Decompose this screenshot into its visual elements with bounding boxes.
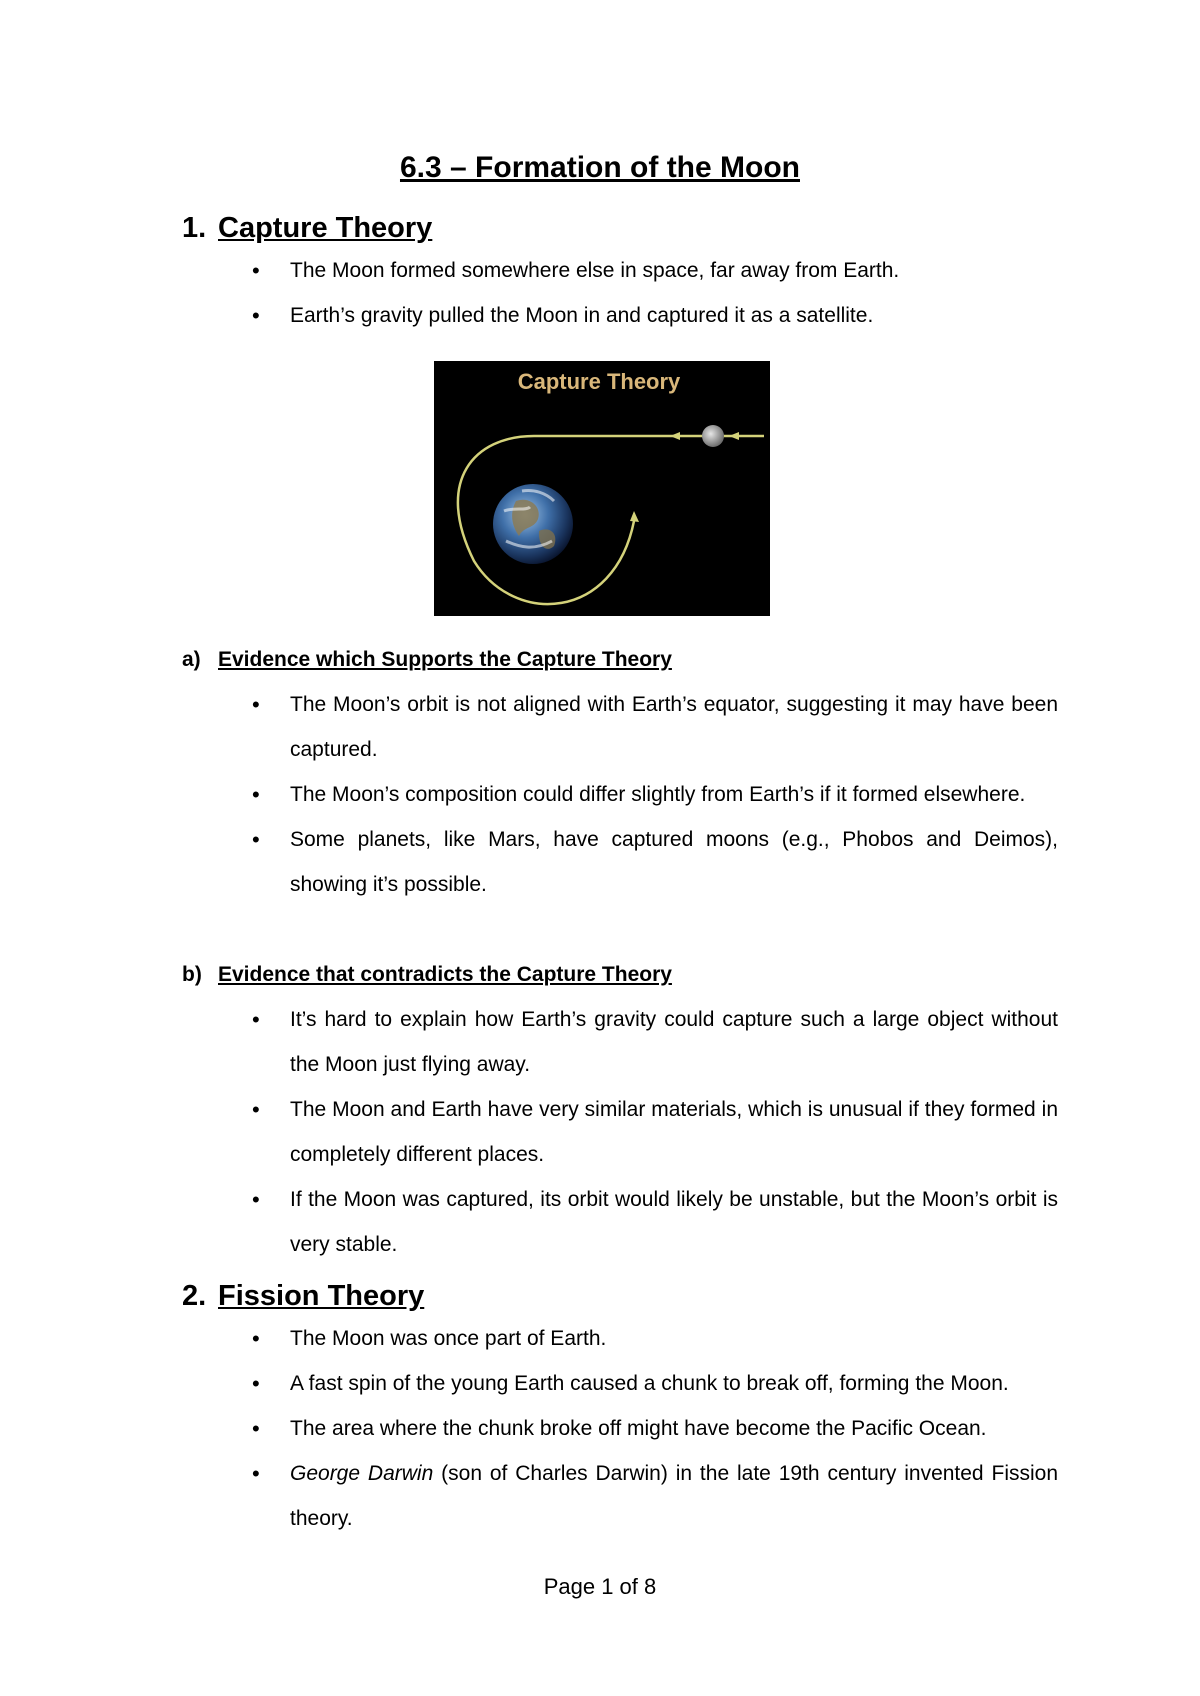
arrow-head-icon	[670, 432, 680, 440]
list-item: • The Moon was once part of Earth.	[0, 1316, 1058, 1361]
list-item: • The Moon’s composition could differ slightly from Earth’s if it formed elsewhere.	[0, 772, 1058, 817]
capture-theory-bullets	[0, 248, 1058, 338]
list-item: • If the Moon was captured, its orbit would likely be unstable, but the Moon’s orbit is very stable.	[0, 1177, 1058, 1267]
subsection-number: b)	[182, 963, 202, 986]
supports-bullets	[0, 682, 1058, 907]
arrow-head-icon	[729, 432, 739, 440]
list-item: • It’s hard to explain how Earth’s gravity could capture such a large object without the Moon just flying away.	[0, 997, 1058, 1087]
list-item-text: (son of Charles Darwin) in the late 19th century invented Fission theory.	[290, 1462, 1059, 1530]
earth-icon	[493, 484, 573, 564]
person-name: George Darwin	[290, 1462, 434, 1485]
section-heading-capture-theory	[182, 208, 432, 248]
moon-icon	[702, 425, 724, 447]
subsection-number: a)	[182, 648, 201, 671]
section-title: Fission Theory	[218, 1280, 425, 1312]
page-title: 6.3 – Formation of the Moon	[399, 151, 800, 184]
figure-label: Capture Theory	[517, 369, 681, 394]
list-item: • The Moon’s orbit is not aligned with Earth’s equator, suggesting it may have been captured.	[0, 682, 1058, 772]
section-title: Capture Theory	[218, 212, 433, 244]
subsection-heading-contradicts	[182, 960, 672, 990]
list-item: • A fast spin of the young Earth caused a chunk to break off, forming the Moon.	[0, 1361, 1058, 1406]
page-number-footer: Page 1 of 8	[543, 1574, 657, 1599]
arrow-head-icon	[630, 511, 639, 522]
subsection-heading-supports	[182, 645, 672, 675]
fission-theory-bullets	[0, 1316, 1058, 1541]
list-item: • The Moon and Earth have very similar materials, which is unusual if they formed in completely different places.	[0, 1087, 1058, 1177]
section-number: 2.	[182, 1280, 207, 1312]
subsection-title: Evidence which Supports the Capture Theory	[218, 648, 672, 671]
capture-theory-diagram	[434, 361, 770, 616]
list-item: • Some planets, like Mars, have captured moons (e.g., Phobos and Deimos), showing it’s possible.	[0, 817, 1058, 907]
list-item: • The area where the chunk broke off might have become the Pacific Ocean.	[0, 1406, 1058, 1451]
section-heading-fission-theory	[182, 1276, 424, 1316]
section-number: 1.	[182, 212, 207, 244]
list-item: • Earth’s gravity pulled the Moon in and captured it as a satellite.	[0, 293, 1058, 338]
subsection-title: Evidence that contradicts the Capture Theory	[218, 963, 672, 986]
list-item: • The Moon formed somewhere else in space, far away from Earth.	[0, 248, 1058, 293]
contradicts-bullets	[0, 997, 1058, 1267]
list-item	[0, 1451, 1058, 1541]
